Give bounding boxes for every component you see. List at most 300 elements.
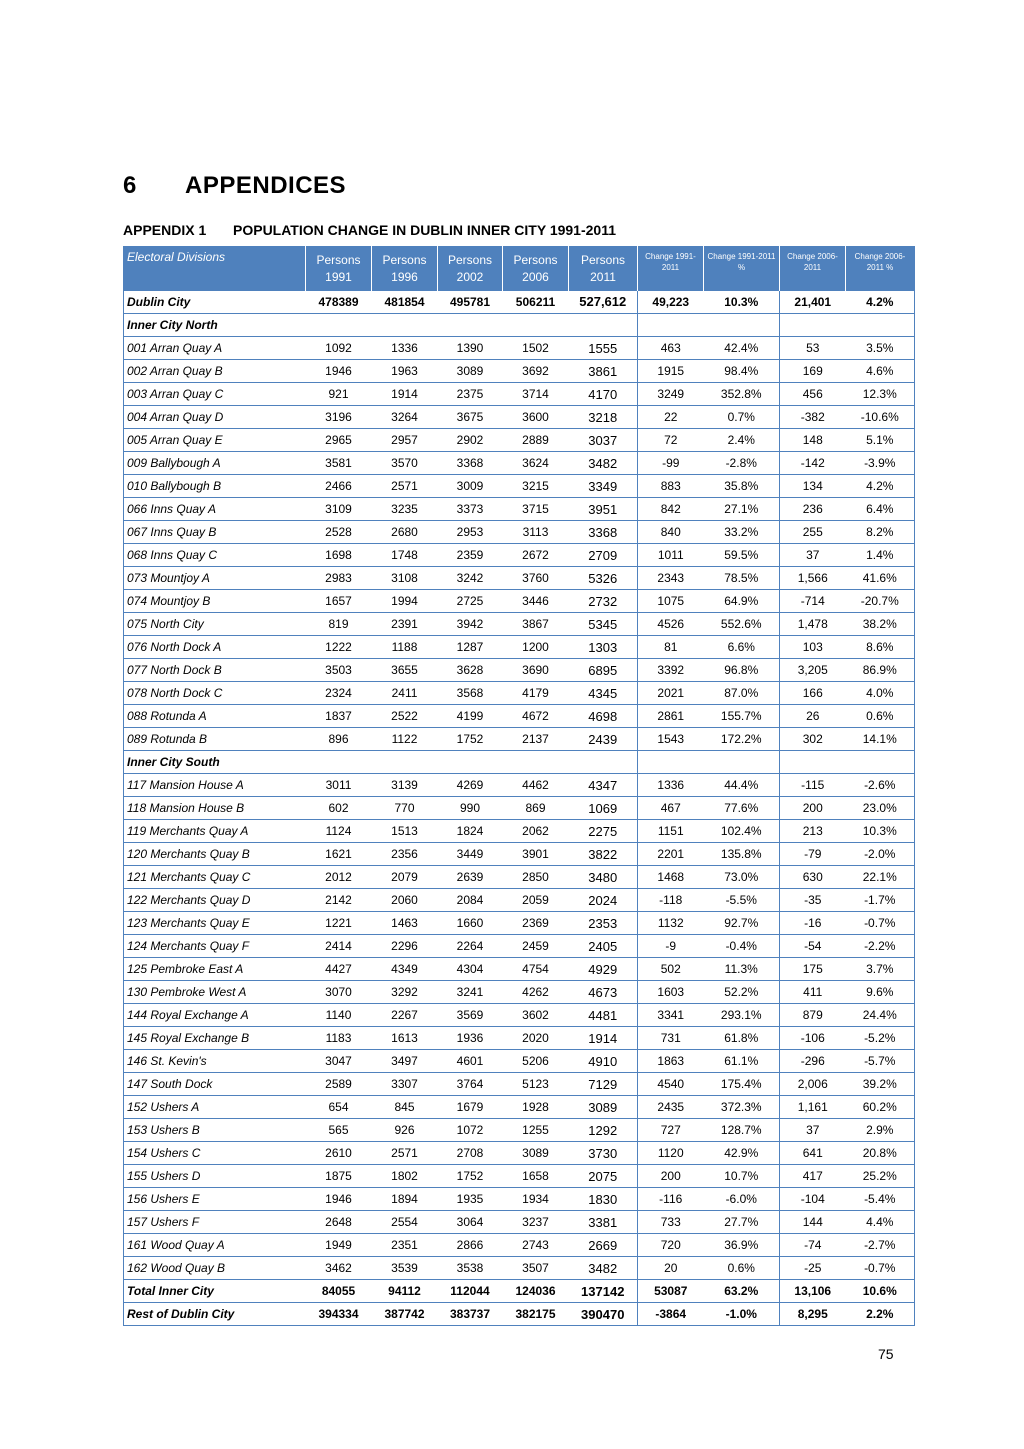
cell-persons-1996: [372, 751, 438, 774]
table-row: [124, 1280, 915, 1303]
table-row: [124, 820, 915, 843]
cell-persons-2011: 2405: [569, 935, 638, 958]
table-row: [124, 1234, 915, 1257]
cell-change-2006-2011: -106: [780, 1027, 846, 1050]
cell-change-2006-2011-pct: -0.7%: [846, 1257, 915, 1280]
cell-persons-1991: 3109: [306, 498, 372, 521]
cell-persons-2006: 2672: [503, 544, 569, 567]
cell-persons-1991: 1621: [306, 843, 372, 866]
cell-persons-2002: 1752: [438, 1165, 503, 1188]
cell-change-1991-2011-pct: [704, 751, 780, 774]
cell-persons-2006: 1255: [503, 1119, 569, 1142]
cell-persons-1991: [306, 751, 372, 774]
row-division-name: 068 Inns Quay C: [124, 544, 306, 567]
table-row: [124, 1257, 915, 1280]
cell-change-1991-2011: 1120: [638, 1142, 704, 1165]
row-division-name: 003 Arran Quay C: [124, 383, 306, 406]
cell-persons-1991: 3462: [306, 1257, 372, 1280]
cell-persons-1991: 2466: [306, 475, 372, 498]
cell-change-1991-2011-pct: 11.3%: [704, 958, 780, 981]
cell-change-2006-2011-pct: -0.7%: [846, 912, 915, 935]
cell-persons-2002: 2708: [438, 1142, 503, 1165]
cell-change-2006-2011: 21,401: [780, 291, 846, 314]
cell-change-1991-2011-pct: 98.4%: [704, 360, 780, 383]
cell-persons-1996: 2391: [372, 613, 438, 636]
cell-persons-2011: 2024: [569, 889, 638, 912]
cell-change-1991-2011-pct: 36.9%: [704, 1234, 780, 1257]
cell-persons-1996: 1802: [372, 1165, 438, 1188]
table-row: [124, 1004, 915, 1027]
cell-change-2006-2011: -115: [780, 774, 846, 797]
cell-change-2006-2011: [780, 751, 846, 774]
cell-persons-1996: 2296: [372, 935, 438, 958]
cell-persons-2006: 1502: [503, 337, 569, 360]
cell-persons-2006: 4462: [503, 774, 569, 797]
cell-change-1991-2011-pct: -1.0%: [704, 1303, 780, 1326]
cell-change-2006-2011: 166: [780, 682, 846, 705]
cell-persons-1996: 1613: [372, 1027, 438, 1050]
cell-persons-2011: 3861: [569, 360, 638, 383]
cell-change-1991-2011: 72: [638, 429, 704, 452]
cell-change-2006-2011-pct: 6.4%: [846, 498, 915, 521]
cell-change-2006-2011-pct: 4.6%: [846, 360, 915, 383]
table-row: [124, 521, 915, 544]
cell-change-1991-2011: -118: [638, 889, 704, 912]
table-row: [124, 291, 915, 314]
cell-persons-2002: 3628: [438, 659, 503, 682]
cell-change-1991-2011-pct: 61.8%: [704, 1027, 780, 1050]
cell-change-1991-2011-pct: 128.7%: [704, 1119, 780, 1142]
row-division-name: 002 Arran Quay B: [124, 360, 306, 383]
cell-persons-1996: 1914: [372, 383, 438, 406]
cell-persons-1991: 3581: [306, 452, 372, 475]
cell-persons-1991: 1875: [306, 1165, 372, 1188]
cell-change-1991-2011-pct: 172.2%: [704, 728, 780, 751]
cell-change-1991-2011-pct: 35.8%: [704, 475, 780, 498]
cell-persons-1996: 2060: [372, 889, 438, 912]
cell-change-1991-2011: 4526: [638, 613, 704, 636]
cell-change-1991-2011: 733: [638, 1211, 704, 1234]
section-heading: [123, 172, 346, 200]
cell-persons-2011: 5345: [569, 613, 638, 636]
row-division-name: 004 Arran Quay D: [124, 406, 306, 429]
cell-persons-1996: 1894: [372, 1188, 438, 1211]
cell-persons-2006: 3446: [503, 590, 569, 613]
cell-persons-2006: 2059: [503, 889, 569, 912]
table-row: [124, 866, 915, 889]
cell-persons-1991: 1124: [306, 820, 372, 843]
cell-persons-2006: 5123: [503, 1073, 569, 1096]
cell-change-1991-2011: 1011: [638, 544, 704, 567]
row-division-name: 161 Wood Quay A: [124, 1234, 306, 1257]
table-header-row: [124, 247, 915, 291]
cell-change-2006-2011: 103: [780, 636, 846, 659]
cell-persons-2011: 1830: [569, 1188, 638, 1211]
cell-change-2006-2011: 37: [780, 1119, 846, 1142]
cell-change-2006-2011: 641: [780, 1142, 846, 1165]
cell-change-2006-2011: -714: [780, 590, 846, 613]
cell-persons-2011: 3482: [569, 1257, 638, 1280]
cell-change-2006-2011: -104: [780, 1188, 846, 1211]
row-division-name: 009 Ballybough A: [124, 452, 306, 475]
cell-persons-2002: 3373: [438, 498, 503, 521]
cell-change-1991-2011: 20: [638, 1257, 704, 1280]
cell-persons-2006: 3624: [503, 452, 569, 475]
cell-change-1991-2011: 2343: [638, 567, 704, 590]
cell-change-2006-2011-pct: 5.1%: [846, 429, 915, 452]
header-persons-2002: Persons 2002: [438, 247, 503, 291]
cell-persons-1991: 921: [306, 383, 372, 406]
cell-persons-1991: 3047: [306, 1050, 372, 1073]
cell-persons-2006: 3692: [503, 360, 569, 383]
cell-persons-2002: 1936: [438, 1027, 503, 1050]
cell-change-1991-2011: 1603: [638, 981, 704, 1004]
cell-persons-1996: 3307: [372, 1073, 438, 1096]
cell-persons-1991: 819: [306, 613, 372, 636]
cell-persons-1996: 3264: [372, 406, 438, 429]
table-row: [124, 912, 915, 935]
cell-change-1991-2011: 4540: [638, 1073, 704, 1096]
cell-persons-1996: 2571: [372, 1142, 438, 1165]
cell-change-1991-2011-pct: 6.6%: [704, 636, 780, 659]
cell-change-1991-2011: 53087: [638, 1280, 704, 1303]
cell-persons-2006: 3760: [503, 567, 569, 590]
table-row: [124, 383, 915, 406]
cell-persons-1996: 1188: [372, 636, 438, 659]
cell-change-1991-2011-pct: 27.7%: [704, 1211, 780, 1234]
row-division-name: 076 North Dock A: [124, 636, 306, 659]
cell-change-2006-2011: -25: [780, 1257, 846, 1280]
cell-persons-2006: 2850: [503, 866, 569, 889]
cell-persons-2011: 7129: [569, 1073, 638, 1096]
cell-change-2006-2011: -35: [780, 889, 846, 912]
cell-persons-2002: 1824: [438, 820, 503, 843]
cell-change-2006-2011: 169: [780, 360, 846, 383]
cell-change-2006-2011-pct: 25.2%: [846, 1165, 915, 1188]
table-row: [124, 682, 915, 705]
cell-persons-2011: 4673: [569, 981, 638, 1004]
cell-change-2006-2011: 148: [780, 429, 846, 452]
cell-change-1991-2011: 720: [638, 1234, 704, 1257]
cell-persons-2002: 2725: [438, 590, 503, 613]
header-change-1991-2011-pct: Change 1991-2011 %: [704, 247, 780, 291]
cell-persons-2006: 2889: [503, 429, 569, 452]
cell-persons-2002: 3569: [438, 1004, 503, 1027]
cell-persons-2011: 137142: [569, 1280, 638, 1303]
cell-change-2006-2011-pct: 38.2%: [846, 613, 915, 636]
row-division-name: 005 Arran Quay E: [124, 429, 306, 452]
cell-persons-2006: 3867: [503, 613, 569, 636]
cell-change-1991-2011: 3341: [638, 1004, 704, 1027]
cell-persons-2011: 4170: [569, 383, 638, 406]
cell-change-2006-2011-pct: 2.2%: [846, 1303, 915, 1326]
header-persons-2011: Persons 2011: [569, 247, 638, 291]
cell-change-2006-2011: 1,478: [780, 613, 846, 636]
table-row: [124, 567, 915, 590]
table-row: [124, 544, 915, 567]
cell-change-1991-2011: 1336: [638, 774, 704, 797]
cell-change-1991-2011-pct: 293.1%: [704, 1004, 780, 1027]
row-division-name: 120 Merchants Quay B: [124, 843, 306, 866]
table-row: [124, 774, 915, 797]
cell-change-1991-2011: 842: [638, 498, 704, 521]
cell-change-2006-2011-pct: 2.9%: [846, 1119, 915, 1142]
cell-change-2006-2011: -79: [780, 843, 846, 866]
cell-change-1991-2011: 840: [638, 521, 704, 544]
cell-change-1991-2011-pct: 61.1%: [704, 1050, 780, 1073]
cell-persons-2002: 3449: [438, 843, 503, 866]
page-number: 75: [878, 1346, 894, 1362]
cell-persons-2006: 2062: [503, 820, 569, 843]
cell-persons-1991: 3503: [306, 659, 372, 682]
header-persons-1996: Persons 1996: [372, 247, 438, 291]
cell-persons-2002: 1679: [438, 1096, 503, 1119]
appendix-title: POPULATION CHANGE IN DUBLIN INNER CITY 1991-2011: [233, 222, 617, 238]
cell-change-2006-2011: -16: [780, 912, 846, 935]
cell-persons-2006: 4672: [503, 705, 569, 728]
cell-persons-1991: 2324: [306, 682, 372, 705]
cell-persons-1996: 94112: [372, 1280, 438, 1303]
cell-change-2006-2011-pct: -5.4%: [846, 1188, 915, 1211]
row-division-name: 162 Wood Quay B: [124, 1257, 306, 1280]
cell-persons-2011: 4910: [569, 1050, 638, 1073]
table-row: [124, 1027, 915, 1050]
cell-change-2006-2011-pct: 14.1%: [846, 728, 915, 751]
cell-persons-2002: 383737: [438, 1303, 503, 1326]
cell-change-2006-2011-pct: -2.2%: [846, 935, 915, 958]
cell-change-2006-2011-pct: 3.7%: [846, 958, 915, 981]
row-division-name: 157 Ushers F: [124, 1211, 306, 1234]
cell-persons-1991: 1698: [306, 544, 372, 567]
cell-persons-2011: 3089: [569, 1096, 638, 1119]
cell-persons-1996: 3497: [372, 1050, 438, 1073]
cell-persons-2002: 3675: [438, 406, 503, 429]
cell-persons-2011: 4481: [569, 1004, 638, 1027]
cell-change-1991-2011-pct: 2.4%: [704, 429, 780, 452]
row-division-name: Inner City South: [124, 751, 306, 774]
cell-persons-2011: 3822: [569, 843, 638, 866]
cell-persons-2011: 4347: [569, 774, 638, 797]
table-row: [124, 797, 915, 820]
cell-persons-2011: 390470: [569, 1303, 638, 1326]
table-row: [124, 1142, 915, 1165]
cell-persons-2011: 2732: [569, 590, 638, 613]
cell-persons-2006: 4754: [503, 958, 569, 981]
cell-persons-2002: 2639: [438, 866, 503, 889]
row-division-name: 078 North Dock C: [124, 682, 306, 705]
cell-change-1991-2011-pct: 92.7%: [704, 912, 780, 935]
cell-persons-2006: 2020: [503, 1027, 569, 1050]
cell-change-1991-2011-pct: 64.9%: [704, 590, 780, 613]
cell-persons-1996: 3292: [372, 981, 438, 1004]
cell-persons-2006: 2369: [503, 912, 569, 935]
cell-change-1991-2011: 2201: [638, 843, 704, 866]
table-row: [124, 843, 915, 866]
cell-change-2006-2011: 417: [780, 1165, 846, 1188]
cell-change-2006-2011: 630: [780, 866, 846, 889]
cell-persons-1996: 845: [372, 1096, 438, 1119]
row-division-name: Rest of Dublin City: [124, 1303, 306, 1326]
row-division-name: 152 Ushers A: [124, 1096, 306, 1119]
cell-persons-1991: 394334: [306, 1303, 372, 1326]
population-table: [123, 246, 915, 1326]
cell-persons-2002: 495781: [438, 291, 503, 314]
cell-persons-2011: [569, 314, 638, 337]
cell-change-1991-2011: 22: [638, 406, 704, 429]
cell-change-1991-2011-pct: 175.4%: [704, 1073, 780, 1096]
cell-persons-2002: 2264: [438, 935, 503, 958]
row-division-name: 119 Merchants Quay A: [124, 820, 306, 843]
cell-persons-1991: 3070: [306, 981, 372, 1004]
header-change-2006-2011: Change 2006-2011: [780, 247, 846, 291]
cell-persons-2002: 1072: [438, 1119, 503, 1142]
row-division-name: 010 Ballybough B: [124, 475, 306, 498]
cell-persons-2002: 4601: [438, 1050, 503, 1073]
cell-change-1991-2011: 1468: [638, 866, 704, 889]
cell-persons-1996: 3139: [372, 774, 438, 797]
table-row: [124, 1165, 915, 1188]
cell-persons-2011: 3037: [569, 429, 638, 452]
cell-persons-2002: 2902: [438, 429, 503, 452]
cell-change-2006-2011: -296: [780, 1050, 846, 1073]
cell-change-2006-2011: 879: [780, 1004, 846, 1027]
cell-persons-1996: 2680: [372, 521, 438, 544]
cell-persons-1996: 481854: [372, 291, 438, 314]
cell-persons-1991: 2528: [306, 521, 372, 544]
cell-persons-1996: 1748: [372, 544, 438, 567]
cell-change-2006-2011: [780, 314, 846, 337]
cell-change-1991-2011: 731: [638, 1027, 704, 1050]
cell-persons-2006: 3714: [503, 383, 569, 406]
cell-persons-2002: 3538: [438, 1257, 503, 1280]
row-division-name: 067 Inns Quay B: [124, 521, 306, 544]
cell-persons-2011: 4345: [569, 682, 638, 705]
cell-change-1991-2011-pct: 78.5%: [704, 567, 780, 590]
section-title: APPENDICES: [185, 172, 347, 199]
table-row: [124, 360, 915, 383]
cell-persons-2006: 3690: [503, 659, 569, 682]
cell-change-1991-2011-pct: -5.5%: [704, 889, 780, 912]
cell-change-2006-2011-pct: 20.8%: [846, 1142, 915, 1165]
cell-change-1991-2011-pct: 0.6%: [704, 1257, 780, 1280]
table-row: [124, 1188, 915, 1211]
cell-persons-2006: 3507: [503, 1257, 569, 1280]
table-row: [124, 981, 915, 1004]
cell-persons-1996: 3655: [372, 659, 438, 682]
cell-persons-2006: 3602: [503, 1004, 569, 1027]
row-division-name: 118 Mansion House B: [124, 797, 306, 820]
cell-persons-2011: 3218: [569, 406, 638, 429]
cell-persons-2002: 3242: [438, 567, 503, 590]
cell-persons-1996: 4349: [372, 958, 438, 981]
cell-change-1991-2011-pct: 33.2%: [704, 521, 780, 544]
cell-change-2006-2011-pct: 24.4%: [846, 1004, 915, 1027]
cell-change-1991-2011-pct: 102.4%: [704, 820, 780, 843]
cell-change-2006-2011-pct: 4.4%: [846, 1211, 915, 1234]
cell-change-2006-2011: 37: [780, 544, 846, 567]
cell-persons-2006: 4262: [503, 981, 569, 1004]
row-division-name: Total Inner City: [124, 1280, 306, 1303]
cell-change-2006-2011: 456: [780, 383, 846, 406]
cell-change-1991-2011: 200: [638, 1165, 704, 1188]
cell-persons-1996: 1122: [372, 728, 438, 751]
cell-change-2006-2011: 53: [780, 337, 846, 360]
cell-change-1991-2011-pct: 42.9%: [704, 1142, 780, 1165]
table-row: [124, 498, 915, 521]
cell-persons-1996: 926: [372, 1119, 438, 1142]
cell-change-2006-2011: 134: [780, 475, 846, 498]
cell-change-1991-2011: 883: [638, 475, 704, 498]
cell-change-1991-2011-pct: 10.3%: [704, 291, 780, 314]
cell-change-2006-2011: 13,106: [780, 1280, 846, 1303]
table-row: [124, 314, 915, 337]
cell-change-2006-2011-pct: 4.2%: [846, 291, 915, 314]
cell-persons-2002: 4304: [438, 958, 503, 981]
cell-change-2006-2011-pct: -5.7%: [846, 1050, 915, 1073]
cell-change-1991-2011-pct: -0.4%: [704, 935, 780, 958]
cell-change-1991-2011-pct: 0.7%: [704, 406, 780, 429]
cell-persons-2011: 1292: [569, 1119, 638, 1142]
cell-persons-2011: 4698: [569, 705, 638, 728]
cell-persons-2006: 3089: [503, 1142, 569, 1165]
row-division-name: 124 Merchants Quay F: [124, 935, 306, 958]
cell-persons-1991: 2983: [306, 567, 372, 590]
cell-persons-1996: 2522: [372, 705, 438, 728]
cell-change-2006-2011-pct: 41.6%: [846, 567, 915, 590]
cell-persons-2002: 1287: [438, 636, 503, 659]
table-row: [124, 728, 915, 751]
cell-persons-1991: 1140: [306, 1004, 372, 1027]
table-row: [124, 590, 915, 613]
row-division-name: 121 Merchants Quay C: [124, 866, 306, 889]
cell-persons-2011: 527,612: [569, 291, 638, 314]
cell-persons-1991: 84055: [306, 1280, 372, 1303]
cell-persons-1996: 3235: [372, 498, 438, 521]
cell-persons-2002: 3064: [438, 1211, 503, 1234]
cell-persons-2006: 1928: [503, 1096, 569, 1119]
cell-change-2006-2011-pct: -5.2%: [846, 1027, 915, 1050]
cell-persons-2006: 5206: [503, 1050, 569, 1073]
row-division-name: 144 Royal Exchange A: [124, 1004, 306, 1027]
cell-change-2006-2011-pct: 4.0%: [846, 682, 915, 705]
header-change-1991-2011: Change 1991-2011: [638, 247, 704, 291]
row-division-name: 145 Royal Exchange B: [124, 1027, 306, 1050]
cell-change-2006-2011: -54: [780, 935, 846, 958]
cell-change-1991-2011-pct: 155.7%: [704, 705, 780, 728]
cell-change-1991-2011-pct: 59.5%: [704, 544, 780, 567]
cell-change-1991-2011: 467: [638, 797, 704, 820]
row-division-name: 146 St. Kevin's: [124, 1050, 306, 1073]
cell-persons-1991: 2012: [306, 866, 372, 889]
cell-persons-2002: 3942: [438, 613, 503, 636]
cell-change-2006-2011-pct: -2.7%: [846, 1234, 915, 1257]
cell-change-2006-2011: 1,161: [780, 1096, 846, 1119]
row-division-name: 156 Ushers E: [124, 1188, 306, 1211]
cell-persons-1996: 2351: [372, 1234, 438, 1257]
cell-change-2006-2011-pct: 12.3%: [846, 383, 915, 406]
cell-change-2006-2011-pct: -2.0%: [846, 843, 915, 866]
cell-change-2006-2011: 302: [780, 728, 846, 751]
cell-persons-2011: 2439: [569, 728, 638, 751]
header-persons-1991: Persons 1991: [306, 247, 372, 291]
cell-persons-2011: 2075: [569, 1165, 638, 1188]
cell-change-1991-2011: 1543: [638, 728, 704, 751]
table-row: [124, 1096, 915, 1119]
cell-persons-2006: 2459: [503, 935, 569, 958]
cell-persons-1991: 2414: [306, 935, 372, 958]
cell-persons-2011: 3381: [569, 1211, 638, 1234]
cell-persons-1996: 2356: [372, 843, 438, 866]
